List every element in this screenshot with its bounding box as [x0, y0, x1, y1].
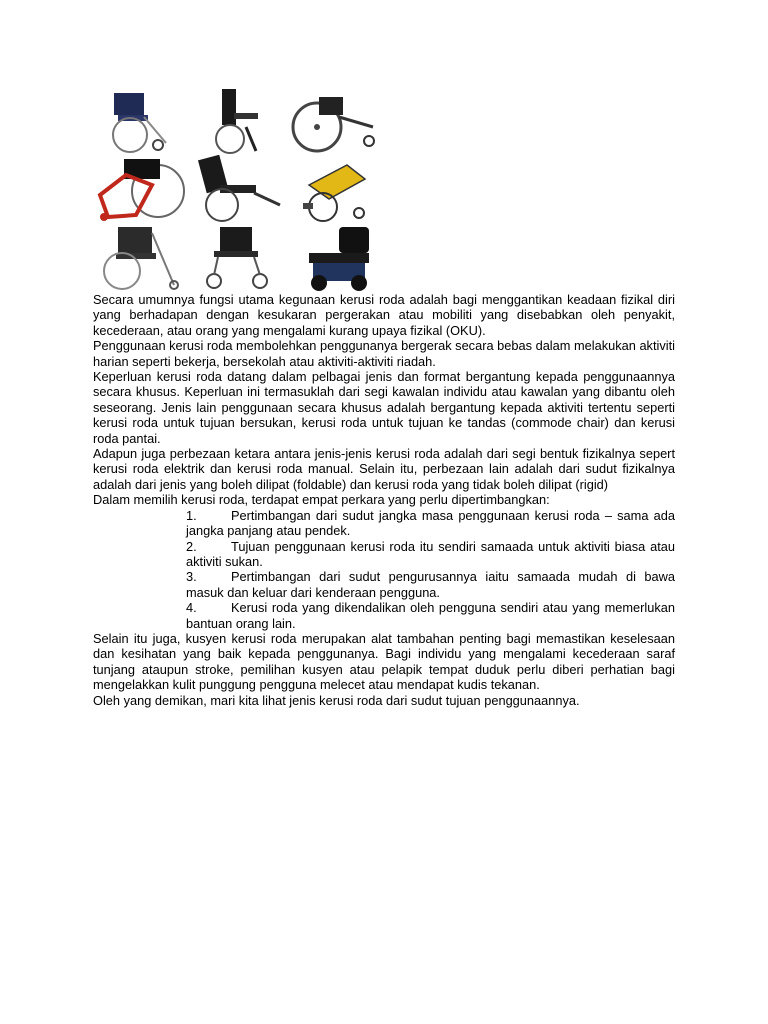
- list-text: Tujuan penggunaan kerusi roda itu sendiri samaada untuk aktiviti biasa atau aktiviti sukan.: [186, 538, 675, 569]
- list-item: [186, 569, 675, 600]
- list-text: Pertimbangan dari sudut jangka masa penggunaan kerusi roda – sama ada jangka panjang atau pendek.: [186, 507, 675, 539]
- list-number: 4.: [186, 600, 197, 616]
- standing-wheelchair-icon: [194, 87, 284, 155]
- list-number: 2.: [186, 538, 197, 554]
- list-number: 1.: [186, 507, 197, 523]
- transport-chair-icon: [194, 223, 284, 291]
- red-sport-wheelchair-icon: [96, 155, 186, 223]
- wheelchair-collage: [96, 87, 385, 292]
- paragraph: Penggunaan kerusi roda membolehkan penggunanya bergerak secara bebas dalam melakukan aktiviti harian seperti bekerja, bersekolah atau aktiviti-aktiviti riadah.: [93, 338, 675, 369]
- power-wheelchair-icon: [289, 223, 379, 291]
- list-item: [186, 508, 675, 539]
- yellow-tilt-wheelchair-icon: [289, 155, 379, 223]
- list-number: 3.: [186, 569, 197, 585]
- paragraph: Adapun juga perbezaan ketara antara jenis-jenis kerusi roda adalah dari segi bentuk fizikalnya sepert kerusi roda elektrik dan kerusi roda manual. Selain itu, perbezaan lain adalah dari sudut fizikalnya adalah dari jenis yang boleh dilipat (foldable) dan kerusi roda yang tidak boleh dilipat (rigid): [93, 446, 675, 492]
- list-item: [186, 600, 675, 631]
- paragraph: Oleh yang demikan, mari kita lihat jenis kerusi roda dari sudut tujuan penggunaannya.: [93, 692, 580, 708]
- reclining-wheelchair-icon: [194, 155, 284, 223]
- list-item: [186, 539, 675, 570]
- list-text: Kerusi roda yang dikendalikan oleh pengguna sendiri atau yang memerlukan bantuan orang lain.: [186, 600, 675, 631]
- paragraph: Keperluan kerusi roda datang dalam pelbagai jenis dan format bergantung kepada penggunaannya secara khusus. Keperluan ini termasuklah dari segi kawalan individu atau kawalan yang dibantu oleh seseorang. Jenis lain penggunaan secara khusus adalah bergantung kepada aktiviti tertentu seperti kerusi roda untuk tujuan bersukan, kerusi roda untuk tujuan ke tandas (commode chair) dan kerusi roda pantai.: [93, 369, 675, 446]
- list-text: Pertimbangan dari sudut pengurusannya iaitu samaada mudah di bawa masuk dan keluar dari kenderaan pengguna.: [186, 569, 675, 600]
- paragraph: Secara umumnya fungsi utama kegunaan kerusi roda adalah bagi menggantikan keadaan fizikal diri yang berhadapan dengan kesukaran pergerakan atau mobiliti yang disebabkan oleh penyakit, kecederaan, atau orang yang mengalami kurang upaya fizikal (OKU).: [93, 292, 675, 338]
- considerations-list: [93, 508, 675, 631]
- sport-wheelchair-icon: [289, 87, 379, 155]
- paragraph: Selain itu juga, kusyen kerusi roda merupakan alat tambahan penting bagi memastikan keselesaan dan kesihatan yang baik kepada penggunanya. Bagi individu yang mengalami kecederaan saraf tunjang ataupun stroke, pemilihan kusyen atau pelapik tempat duduk perlu diberi perhatian bagi mengelakkan kulit punggung pengguna melecet atau mendapat kudis tekanan.: [93, 630, 675, 693]
- folding-wheelchair-icon: [96, 87, 186, 155]
- manual-wheelchair-icon: [96, 223, 186, 291]
- paragraph: Dalam memilih kerusi roda, terdapat empat perkara yang perlu dipertimbangkan:: [93, 492, 550, 508]
- article-body: [93, 292, 675, 708]
